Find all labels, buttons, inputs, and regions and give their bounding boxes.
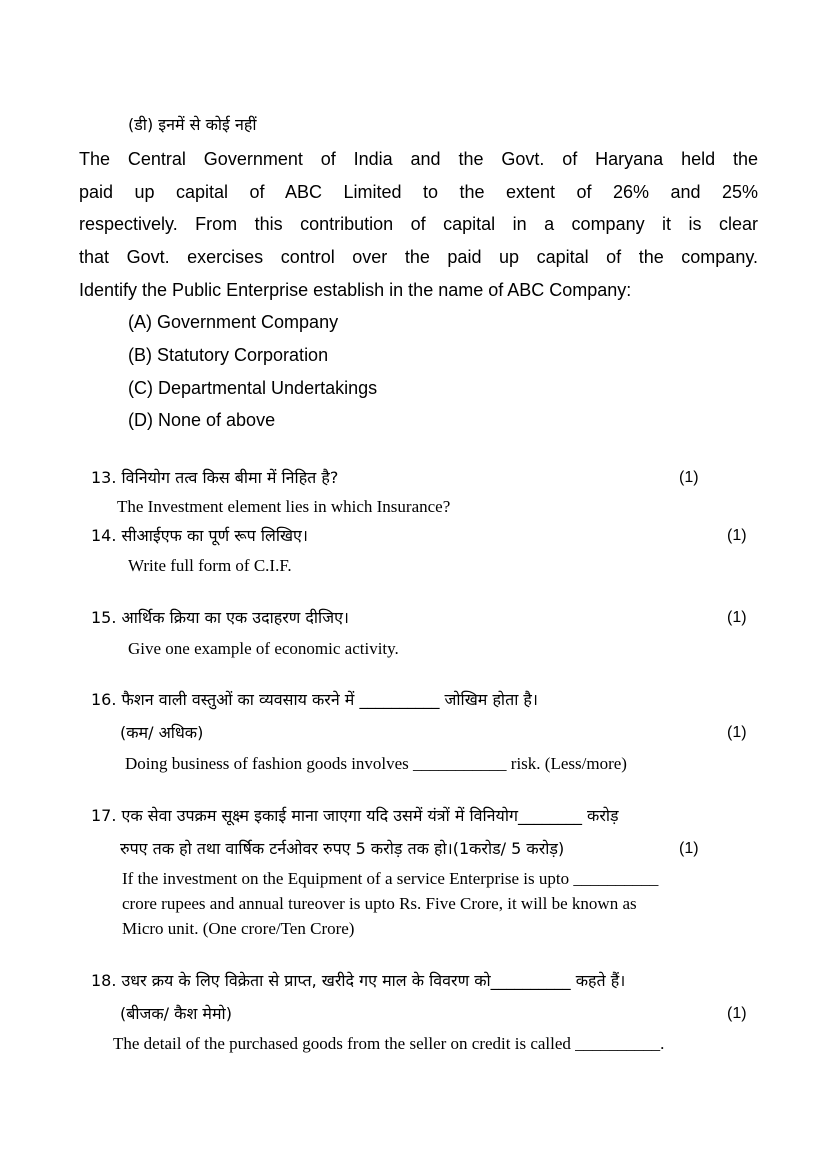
q14-marks: (1)	[727, 527, 747, 544]
q16-marks: (1)	[727, 724, 747, 741]
q13-english: The Investment element lies in which Insurance?	[117, 497, 451, 516]
option-b: (B) Statutory Corporation	[128, 345, 329, 365]
passage-line-3: respectively. From this contribution of capital in a company it is clear	[79, 214, 758, 234]
q15-marks: (1)	[727, 609, 747, 626]
q16-hindi-options: (कम/ अधिक)	[120, 723, 204, 742]
q17-english-line-3: Micro unit. (One crore/Ten Crore)	[122, 919, 355, 938]
previous-option-d: (डी) इनमें से कोई नहीं	[128, 115, 257, 134]
q17-english-line-2: crore rupees and annual tureover is upto Rs. Five Crore, it will be known as	[122, 894, 637, 913]
q17-marks: (1)	[679, 840, 699, 857]
passage-line-2: paid up capital of ABC Limited to the extent of 26% and 25%	[79, 182, 758, 202]
q18-hindi: 18. उधर क्रय के लिए विक्रेता से प्राप्त, खरीदे गए माल के विवरण को__________ कहते हैं।	[91, 971, 626, 990]
q14-hindi: 14. सीआईएफ का पूर्ण रूप लिखिए।	[91, 526, 308, 545]
q15-hindi: 15. आर्थिक क्रिया का एक उदाहरण दीजिए।	[91, 608, 349, 627]
q16-hindi: 16. फैशन वाली वस्तुओं का व्यवसाय करने में __________ जोखिम होता है।	[91, 690, 538, 709]
q16-english: Doing business of fashion goods involves ___________ risk. (Less/more)	[125, 754, 627, 773]
q17-hindi-line-1: 17. एक सेवा उपक्रम सूक्ष्म इकाई माना जाएगा यदि उसमें यंत्रों में विनियोग________ करोड़	[91, 806, 619, 825]
option-c: (C) Departmental Undertakings	[128, 378, 378, 398]
passage-line-4: that Govt. exercises control over the paid up capital of the company.	[79, 247, 758, 267]
q14-english: Write full form of C.I.F.	[128, 556, 292, 575]
q13-marks: (1)	[679, 469, 699, 486]
q17-english-line-1: If the investment on the Equipment of a service Enterprise is upto __________	[122, 869, 659, 888]
q18-english: The detail of the purchased goods from the seller on credit is called __________.	[113, 1034, 665, 1053]
passage-line-5: Identify the Public Enterprise establish in the name of ABC Company:	[79, 280, 632, 300]
q18-hindi-options: (बीजक/ कैश मेमो)	[120, 1004, 232, 1023]
q13-hindi: 13. विनियोग तत्व किस बीमा में निहित है?	[91, 468, 339, 487]
q18-marks: (1)	[727, 1005, 747, 1022]
option-d: (D) None of above	[128, 410, 276, 430]
passage-line-1: The Central Government of India and the Govt. of Haryana held the	[79, 149, 758, 169]
q15-english: Give one example of economic activity.	[128, 639, 399, 658]
option-a: (A) Government Company	[128, 312, 339, 332]
q17-hindi-line-2: रुपए तक हो तथा वार्षिक टर्नओवर रुपए 5 करोड़ तक हो।(1करोड/ 5 करोड़)	[120, 839, 565, 858]
